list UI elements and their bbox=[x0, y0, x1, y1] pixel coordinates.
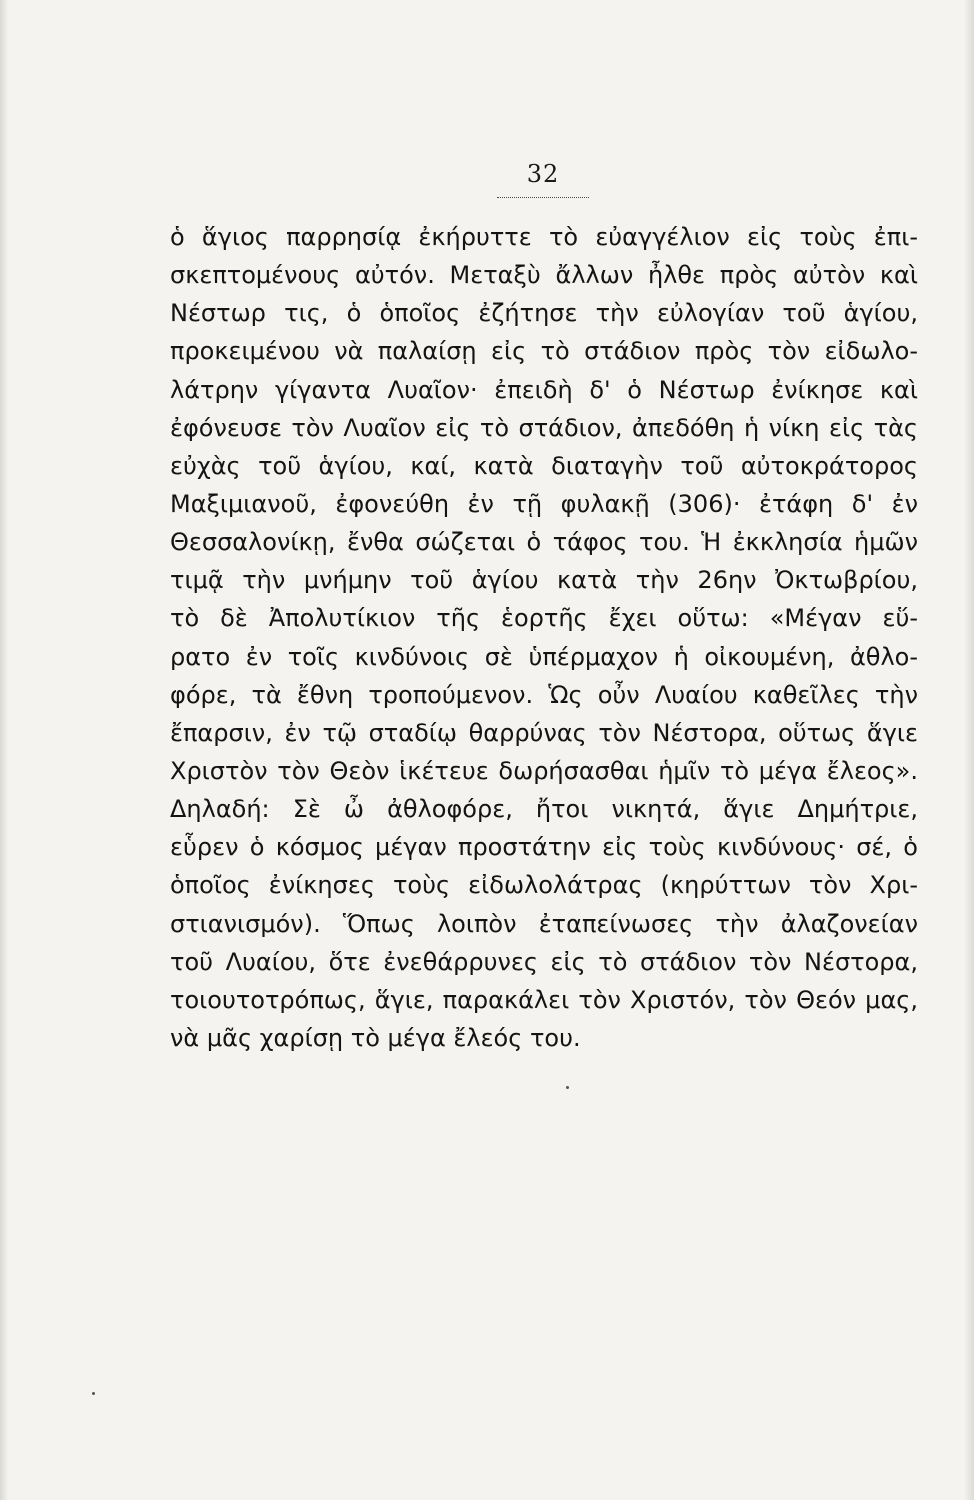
text-line: ρατο ἐν τοῖς κινδύνοις σὲ ὑπέρμαχον ἡ οἰκουμένη, ἀθλο- bbox=[170, 642, 918, 671]
page-number: 32 bbox=[526, 160, 560, 188]
text-line: Χριστὸν τὸν Θεὸν ἱκέτευε δωρήσασθαι ἡμῖν τὸ μέγα ἔλεος». bbox=[170, 756, 918, 785]
ink-speck bbox=[92, 1392, 95, 1395]
text-line: στιανισμόν). Ὅπως λοιπὸν ἐταπείνωσες τὴν ἀλαζονείαν bbox=[170, 909, 918, 938]
page-shadow-right bbox=[964, 0, 974, 1500]
text-line: ὁποῖος ἐνίκησες τοὺς εἰδωλολάτρας (κηρύττων τὸν Χρι- bbox=[170, 871, 918, 900]
text-line: εὗρεν ὁ κόσμος μέγαν προστάτην εἰς τοὺς κινδύνους· σέ, ὁ bbox=[170, 833, 918, 862]
text-line: τὸ δὲ Ἀπολυτίκιον τῆς ἑορτῆς ἔχει οὕτω: «Μέγαν εὕ- bbox=[170, 604, 918, 633]
text-line: σκεπτομένους αὐτόν. Μεταξὺ ἄλλων ἦλθε πρὸς αὐτὸν καὶ bbox=[170, 261, 918, 290]
text-line: τιμᾷ τὴν μνήμην τοῦ ἁγίου κατὰ τὴν 26ην Ὀκτωβρίου, bbox=[170, 566, 918, 595]
text-line: Νέστωρ τις, ὁ ὁποῖος ἐζήτησε τὴν εὐλογίαν τοῦ ἁγίου, bbox=[170, 299, 918, 328]
page-number-rule bbox=[497, 197, 589, 198]
ink-speck bbox=[566, 1086, 569, 1089]
text-line: ὁ ἅγιος παρρησίᾳ ἐκήρυττε τὸ εὐαγγέλιον εἰς τοὺς ἐπι- bbox=[170, 223, 918, 251]
text-line: τοιουτοτρόπως, ἅγιε, παρακάλει τὸν Χριστόν, τὸν Θεόν μας, bbox=[170, 985, 918, 1014]
text-line: φόρε, τὰ ἔθνη τροπούμενον. Ὡς οὖν Λυαίου καθεῖλες τὴν bbox=[170, 680, 918, 709]
text-line: λάτρην γίγαντα Λυαῖον· ἐπειδὴ δ' ὁ Νέστωρ ἐνίκησε καὶ bbox=[170, 375, 918, 404]
text-line: ἐφόνευσε τὸν Λυαῖον εἰς τὸ στάδιον, ἀπεδόθη ἡ νίκη εἰς τὰς bbox=[170, 413, 918, 442]
text-line: εὐχὰς τοῦ ἁγίου, καί, κατὰ διαταγὴν τοῦ αὐτοκράτορος bbox=[170, 451, 918, 480]
text-line: Θεσσαλονίκῃ, ἔνθα σώζεται ὁ τάφος του. Ἡ ἐκκλησία ἡμῶν bbox=[170, 528, 918, 557]
text-line: νὰ μᾶς χαρίσῃ τὸ μέγα ἔλεός του. bbox=[170, 1023, 581, 1052]
text-line: ἔπαρσιν, ἐν τῷ σταδίῳ θαρρύνας τὸν Νέστορα, οὕτως ἅγιε bbox=[170, 718, 918, 747]
text-line: Δηλαδή: Σὲ ὦ ἀθλοφόρε, ἤτοι νικητά, ἅγιε Δημήτριε, bbox=[170, 795, 918, 824]
body-text bbox=[170, 218, 918, 1057]
page-shadow-left bbox=[0, 0, 8, 1500]
text-line: προκειμένου νὰ παλαίσῃ εἰς τὸ στάδιον πρὸς τὸν εἰδωλο- bbox=[170, 337, 918, 366]
text-line: τοῦ Λυαίου, ὅτε ἐνεθάρρυνες εἰς τὸ στάδιον τὸν Νέστορα, bbox=[170, 947, 918, 976]
text-line: Μαξιμιανοῦ, ἐφονεύθη ἐν τῇ φυλακῇ (306)· ἐτάφη δ' ἐν bbox=[170, 489, 918, 518]
